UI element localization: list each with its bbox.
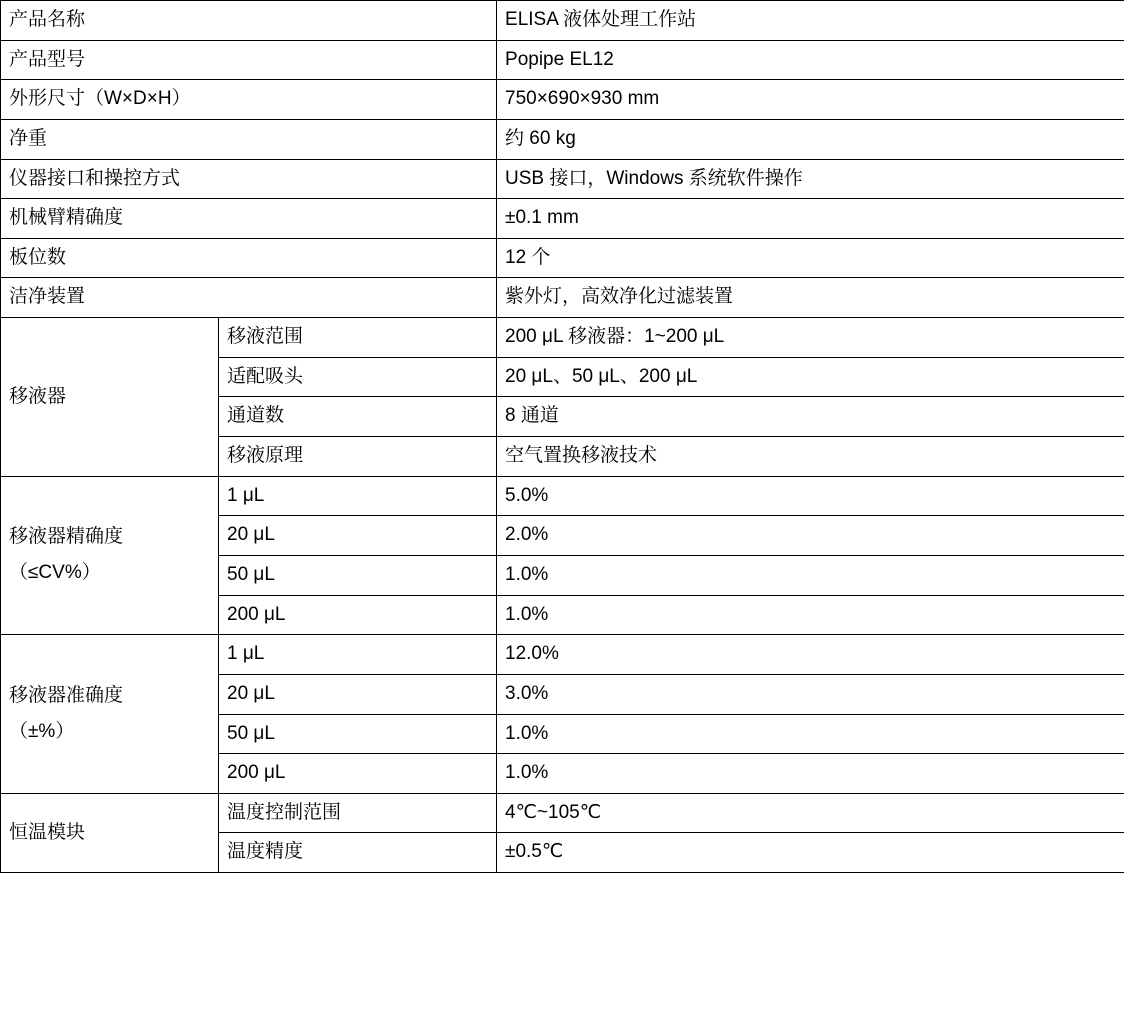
spec-group-label (1, 318, 219, 477)
spec-sub-label: 温度控制范围 (219, 793, 497, 833)
spec-value: 1.0% (497, 555, 1124, 595)
table-row (1, 159, 1124, 199)
spec-sub-label: 温度精度 (219, 833, 497, 873)
spec-group-label-line1: 移液器精确度 (9, 526, 124, 548)
spec-value: 2.0% (497, 516, 1124, 556)
table-row (1, 318, 1124, 358)
spec-sub-label: 1 μL (219, 476, 497, 516)
spec-sub-label: 20 μL (219, 516, 497, 556)
spec-value: 20 μL、50 μL、200 μL (497, 357, 1124, 397)
spec-value: 12 个 (497, 238, 1124, 278)
spec-sub-label: 移液原理 (219, 437, 497, 477)
table-row (1, 793, 1124, 833)
table-row (1, 199, 1124, 239)
spec-sub-label: 50 μL (219, 714, 497, 754)
table-row (1, 1, 1124, 41)
spec-value: Popipe EL12 (497, 40, 1124, 80)
spec-value: 5.0% (497, 476, 1124, 516)
table-row (1, 238, 1124, 278)
spec-sub-label: 20 μL (219, 674, 497, 714)
spec-value: 8 通道 (497, 397, 1124, 437)
table-row (1, 278, 1124, 318)
spec-group-label-line1: 恒温模块 (9, 821, 86, 843)
spec-value: USB 接口，Windows 系统软件操作 (497, 159, 1124, 199)
spec-value: 1.0% (497, 714, 1124, 754)
table-row (1, 40, 1124, 80)
spec-group-label (1, 635, 219, 794)
spec-sub-label: 适配吸头 (219, 357, 497, 397)
spec-value: 1.0% (497, 595, 1124, 635)
spec-label: 净重 (1, 119, 497, 159)
spec-value: 200 μL 移液器：1~200 μL (497, 318, 1124, 358)
spec-sub-label: 通道数 (219, 397, 497, 437)
spec-label: 板位数 (1, 238, 497, 278)
spec-sub-label: 1 μL (219, 635, 497, 675)
spec-value: 约 60 kg (497, 119, 1124, 159)
spec-group-label-line1: 移液器 (9, 385, 67, 407)
spec-sub-label: 200 μL (219, 595, 497, 635)
spec-group-label-line1: 移液器准确度 (9, 684, 124, 706)
spec-label: 外形尺寸（W×D×H） (1, 80, 497, 120)
spec-label: 产品名称 (1, 1, 497, 41)
spec-value: ±0.1 mm (497, 199, 1124, 239)
spec-sub-label: 200 μL (219, 754, 497, 794)
table-body (1, 1, 1124, 873)
spec-value: ±0.5℃ (497, 833, 1124, 873)
spec-label: 机械臂精确度 (1, 199, 497, 239)
spec-label: 洁净装置 (1, 278, 497, 318)
spec-value: 空气置换移液技术 (497, 437, 1124, 477)
spec-group-label-line2: （±%） (9, 720, 75, 742)
spec-value: 750×690×930 mm (497, 80, 1124, 120)
spec-value: 紫外灯，高效净化过滤装置 (497, 278, 1124, 318)
spec-value: 4℃~105℃ (497, 793, 1124, 833)
spec-group-label (1, 476, 219, 635)
table-row (1, 476, 1124, 516)
table-row (1, 119, 1124, 159)
spec-value: 12.0% (497, 635, 1124, 675)
spec-value: 3.0% (497, 674, 1124, 714)
spec-label: 产品型号 (1, 40, 497, 80)
spec-group-label (1, 793, 219, 872)
table-row (1, 635, 1124, 675)
spec-sub-label: 移液范围 (219, 318, 497, 358)
spec-label: 仪器接口和操控方式 (1, 159, 497, 199)
spec-sub-label: 50 μL (219, 555, 497, 595)
spec-group-label-line2: （≤CV%） (9, 561, 101, 583)
spec-value: ELISA 液体处理工作站 (497, 1, 1124, 41)
table-row (1, 80, 1124, 120)
spec-value: 1.0% (497, 754, 1124, 794)
